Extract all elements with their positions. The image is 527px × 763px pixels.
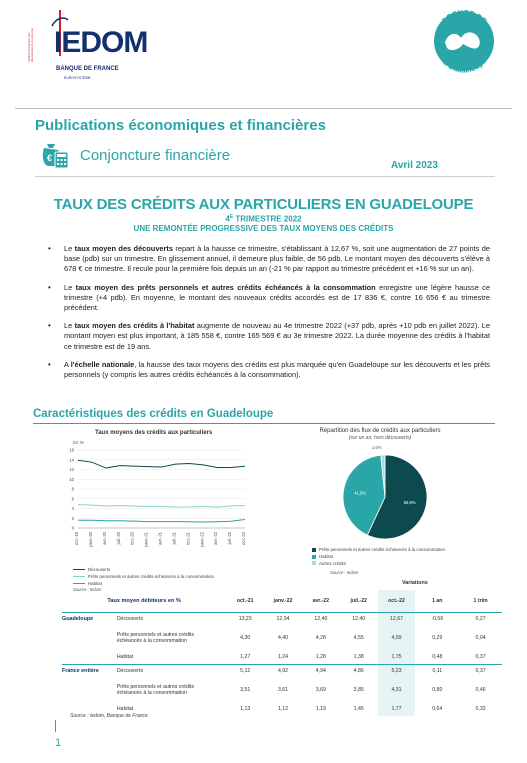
y-tick-label: 4 <box>71 506 74 511</box>
table-cell: 3,69 <box>315 687 326 693</box>
column-header: avr.-22 <box>312 597 330 604</box>
y-tick-label: 6 <box>71 496 74 502</box>
table-row <box>62 678 502 702</box>
table-cell: 4,55 <box>353 635 364 641</box>
title-divider <box>35 176 495 177</box>
table-cell: 1,24 <box>277 653 289 660</box>
table-cell: 5,23 <box>378 664 416 678</box>
list-item <box>48 360 490 380</box>
x-tick-label: juil.-20 <box>115 532 121 545</box>
line-chart-source: Source : Iedom <box>73 587 102 592</box>
bullet-icon: • <box>48 321 51 331</box>
table-cell: 1,27 <box>240 653 251 660</box>
table-cell <box>264 578 302 590</box>
pie-chart-source: Source : Iedom <box>330 570 359 575</box>
table-cell: 12,40 <box>352 616 366 623</box>
table-cell: 0,46 <box>475 687 486 693</box>
series-title: Conjoncture financière <box>80 147 231 164</box>
list-item <box>48 283 490 314</box>
page-number: 1 <box>55 737 62 749</box>
money-calculator-icon <box>38 140 70 170</box>
main-title: TAUX DES CRÉDITS AUX PARTICULIERS EN GUADELOUPE <box>53 196 474 213</box>
table-cell: 4,31 <box>378 678 416 702</box>
series-line <box>78 505 245 508</box>
group-label <box>62 626 117 650</box>
table-cell: 3,85 <box>353 687 364 693</box>
pie-data-label: 41,5% <box>354 490 367 496</box>
pie-chart-legend <box>312 547 445 567</box>
table-cell: 12,94 <box>276 616 290 623</box>
bullet-post: augmente de nouveau au 4e trimestre 2022 (+37 pdb, après +10 pdb en juillet 2022). Le montant moyen est plus important, à 185 558 €, contre 165 569 € au 3e trimestre 2022. La durée moyenne des crédits à l'habitat ce trimestre est de 19 ans. <box>64 321 491 351</box>
y-tick-label: 2 <box>71 515 74 521</box>
table-cell: 4,92 <box>277 668 289 675</box>
y-tick-label: 8 <box>71 486 74 492</box>
bullet-icon: • <box>48 282 51 292</box>
x-tick-label: avr.-21 <box>157 532 163 545</box>
list-item <box>48 244 490 275</box>
pie-chart-subtitle: (sur un an, hors découverts) <box>348 435 412 441</box>
bullet-bold: l'échelle nationale <box>70 359 135 369</box>
svg-text:€: € <box>47 153 53 163</box>
table-cell <box>340 578 378 590</box>
legend-swatch <box>73 569 85 570</box>
table-cell: 1,13 <box>240 706 251 712</box>
legend-item <box>73 567 214 574</box>
table-cell: 0,64 <box>432 706 443 712</box>
legend-swatch <box>312 555 316 559</box>
bullet-icon: • <box>48 359 51 369</box>
group-label: Guadeloupe <box>62 615 94 622</box>
publication-title: Publications économiques et financières <box>35 117 326 134</box>
agency-badge <box>425 2 503 80</box>
row-label: Prêts personnels et autres crédits échéancés à la consommation <box>116 631 195 644</box>
table-cell: 1,28 <box>315 653 326 660</box>
legend-item <box>312 554 445 561</box>
bullet-icon: • <box>48 244 51 253</box>
table-cell: 5,12 <box>240 668 251 675</box>
table-cell: -0,56 <box>431 616 444 623</box>
bullet-post: enregistre une légère hausse ce trimestre (+4 pdb). En moyenne, le montant des nouveaux crédits accordés est de 17 836 €, contre 16 656 € au trimestre précédent. <box>64 282 490 313</box>
x-tick-label: janv.-21 <box>143 532 149 547</box>
table-cell: 0,04 <box>475 635 486 641</box>
row-label: Habitat <box>116 705 134 712</box>
legend-swatch <box>312 561 316 565</box>
logo-name: IEDOM <box>54 26 148 59</box>
x-tick-label: avr.-20 <box>101 532 107 545</box>
section-divider <box>33 423 495 424</box>
key-points-list <box>48 244 490 388</box>
line-chart-unit: En % <box>73 440 84 445</box>
table-cell: 13,23 <box>238 616 252 623</box>
pie-chart <box>325 445 445 550</box>
row-label: Découverts <box>116 616 144 622</box>
table-header-label: Taux moyen débiteurs en % <box>107 597 181 604</box>
logo-eurosystem: EUROSYSTÈME <box>64 76 91 80</box>
table-cell <box>415 578 459 590</box>
table-cell: 0,11 <box>432 668 443 675</box>
table-cell: 12,40 <box>314 616 328 623</box>
table-cell: 1,19 <box>315 706 326 712</box>
table-cell: 1,75 <box>378 650 416 664</box>
table-cell: 12,67 <box>378 612 416 626</box>
group-label <box>62 650 117 664</box>
x-tick-label: oct.-19 <box>74 532 79 545</box>
line-chart-title: Taux moyens des crédits aux particuliers <box>95 430 213 436</box>
pie-data-label: 56,9% <box>403 499 416 505</box>
quarter-subtitle <box>0 214 527 224</box>
bullet-bold: taux moyen des crédits à l'habitat <box>74 321 195 331</box>
logo-subtitle: BANQUE DE FRANCE <box>56 66 119 72</box>
table-row <box>62 612 502 626</box>
legend-label: Prêts personnels et autres crédits échéancés à la consommation <box>88 573 214 579</box>
column-header: janv.-22 <box>273 597 293 604</box>
bullet-bold: taux moyen des prêts personnels et autres crédits échéancés à la consommation <box>75 282 376 292</box>
logo-tagline: Institut d'émission des départements d'outre-mer <box>27 27 35 62</box>
bullet-pre: A <box>64 359 71 369</box>
variations-header: Variations <box>402 580 428 586</box>
legend-label: Découverts <box>88 567 111 572</box>
group-label <box>62 678 117 702</box>
bullet-post: , la hausse des taux moyens des crédits est plus marquée qu'en Guadeloupe sur les découverts et les prêts personnels (y compris les autres crédits échéancés à la consommation). <box>64 359 490 380</box>
column-header: juil.-22 <box>350 597 367 604</box>
table-cell: 4,94 <box>315 668 326 675</box>
header-divider <box>15 108 512 109</box>
iedom-logo <box>46 8 148 74</box>
table-cell: 0,27 <box>475 616 486 623</box>
legend-swatch <box>312 548 316 552</box>
legend-label: Habitat <box>319 553 333 559</box>
series-line <box>78 519 245 521</box>
bullet-pre: Le <box>64 282 76 292</box>
legend-item <box>312 547 445 554</box>
pie-data-label: 1,6% <box>371 445 382 451</box>
table-cell: 0,48 <box>432 653 443 660</box>
quarter-num: 4 <box>225 214 230 224</box>
row-label: Découverts <box>116 668 144 674</box>
table-cell: 1,12 <box>277 706 289 712</box>
x-tick-label: avr.-22 <box>213 532 219 545</box>
guadeloupe-map-icon <box>425 2 503 80</box>
table-cell: 0,80 <box>432 687 443 693</box>
table-cell <box>459 578 502 590</box>
row-label: Habitat <box>116 653 134 660</box>
column-header: oct.-22 <box>378 590 416 612</box>
series-line <box>78 460 245 468</box>
table-cell <box>62 578 117 590</box>
x-tick-label: juil.-21 <box>171 532 177 545</box>
bullet-post: repart à la hausse ce trimestre, s'établissant à 12,67 %, soit une augmentation de 27 points de base (pdb) sur un trimestre. En glissement annuel, il demeure plus faible, de 56 pdb. Le montant moyen des découverts s'élève à 678 € ce trimestre. Il recule pour la première fois depuis un an (-21 % par rapport au trimestre précédent et +16 % sur un an). <box>64 244 490 274</box>
bullet-bold: taux moyen des découverts <box>74 244 173 253</box>
line-chart <box>60 444 255 564</box>
y-tick-label: 0 <box>71 525 74 531</box>
table-cell <box>378 578 416 590</box>
table-row <box>62 650 502 664</box>
bullet-pre: Le <box>64 321 75 331</box>
table-cell <box>117 578 226 590</box>
y-tick-label: 10 <box>69 476 74 482</box>
headline-subtitle: UNE REMONTÉE PROGRESSIVE DES TAUX MOYENS DES CRÉDITS <box>133 224 394 233</box>
row-label: Prêts personnels et autres crédits échéancés à la consommation <box>116 683 195 696</box>
legend-label: Prêts personnels et autres crédits échéancés à la consommation <box>319 547 445 552</box>
quarter-sup: E <box>229 214 234 220</box>
x-tick-label: oct.-21 <box>185 532 191 545</box>
x-tick-label: juil.-22 <box>227 532 233 545</box>
iedom-logo-graphic <box>46 8 148 66</box>
table-cell: 4,30 <box>240 635 251 641</box>
table-cell: 0,32 <box>475 706 486 712</box>
table-cell: 4,59 <box>378 626 416 650</box>
table-cell: 0,37 <box>475 653 486 660</box>
x-tick-label: janv.-20 <box>87 532 93 547</box>
section-title: Caractéristiques des crédits en Guadeloupe <box>33 408 274 420</box>
legend-label: Habitat <box>88 580 102 586</box>
x-tick-label: janv.-22 <box>199 532 205 547</box>
table-cell <box>226 578 264 590</box>
badge-line1: AGENCE DE <box>439 8 489 26</box>
legend-item <box>312 561 445 568</box>
rates-table <box>62 578 502 716</box>
list-item <box>48 321 490 352</box>
group-label: France entière <box>62 667 99 674</box>
y-tick-label: 16 <box>69 447 74 453</box>
page-marker <box>55 720 56 732</box>
y-tick-label: 12 <box>69 467 74 472</box>
publication-date: Avril 2023 <box>391 160 438 171</box>
table-cell: 1,38 <box>353 653 364 660</box>
bullet-pre: Le <box>64 244 75 253</box>
table-cell <box>302 578 340 590</box>
column-header: 1 an <box>432 597 443 604</box>
table-cell: 1,45 <box>353 706 364 712</box>
badge-line2: la Guadeloupe <box>439 56 489 75</box>
y-tick-label: 14 <box>69 457 74 463</box>
table-row <box>62 626 502 650</box>
table-cell: 3,61 <box>277 687 289 693</box>
column-header: 1 trim <box>473 597 488 604</box>
table-cell: 1,77 <box>378 702 416 716</box>
x-tick-label: oct.-22 <box>241 532 246 545</box>
table-cell: 0,29 <box>432 635 443 641</box>
column-header: oct.-21 <box>236 597 254 604</box>
table-cell: 4,40 <box>277 635 289 641</box>
table-row <box>62 664 502 678</box>
table-header-row <box>62 590 502 612</box>
table-source: Source : Iedom, Banque de France <box>70 713 148 719</box>
table-cell: 0,37 <box>475 668 486 675</box>
legend-label: Autres crédits <box>319 560 346 566</box>
quarter-rest: TRIMESTRE 2022 <box>233 214 302 224</box>
x-tick-label: oct.-20 <box>129 532 135 545</box>
table-cell: 4,28 <box>315 635 326 641</box>
table-cell: 3,51 <box>240 687 251 693</box>
table-spacer-row <box>62 578 502 590</box>
pie-chart-title: Répartition des flux de crédits aux particuliers <box>319 428 441 434</box>
table-cell: 4,86 <box>353 668 364 675</box>
